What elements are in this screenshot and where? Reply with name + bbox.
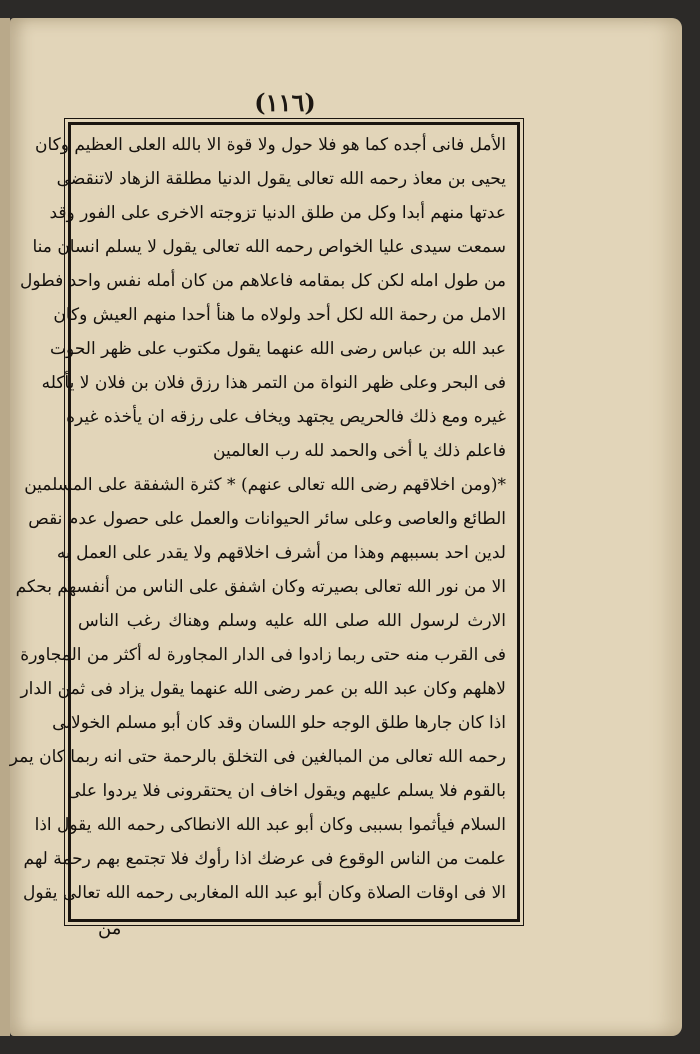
text-line: فى القرب منه حتى ربما زادوا فى الدار المجاورة له أكثر من المجاورة — [20, 645, 506, 665]
text-line: عدتها منهم أبدا وكل من طلق الدنيا تزوجته الاخرى على الفور وقد — [49, 203, 506, 223]
section-heading-line: *(ومن اخلاقهم رضى الله تعالى عنهم) * كثرة الشفقة على المسلمين — [24, 475, 506, 495]
text-line: الامل من رحمة الله لكل أحد ولولاه ما هنأ أحدا منهم العيش وكان — [53, 305, 506, 325]
text-line: لاهلهم وكان عبد الله بن عمر رضى الله عنهما يقول يزاد فى ثمن الدار — [20, 679, 506, 699]
text-line: غيره ومع ذلك فالحريص يجتهد ويخاف على رزقه ان يأخذه غيره — [66, 407, 506, 427]
text-line: بالقوم فلا يسلم عليهم ويقول اخاف ان يحتقرونى فلا يردوا على — [67, 781, 506, 801]
text-line: السلام فيأثموا بسببى وكان أبو عبد الله الانطاكى رحمه الله يقول اذا — [34, 815, 506, 835]
text-line: من طول امله لكن كل بمقامه فاعلاهم من كان أمله نفس واحد فطول — [20, 271, 506, 291]
text-line: لدين احد بسببهم وهذا من أشرف اخلاقهم ولا يقدر على العمل به — [56, 543, 506, 563]
page-left-edge — [0, 18, 10, 1036]
text-line: رحمه الله تعالى من المبالغين فى التخلق بالرحمة حتى انه ربما كان يمر — [9, 747, 506, 767]
text-line: فاعلم ذلك يا أخى والحمد لله رب العالمين — [213, 441, 506, 461]
text-line: يحيى بن معاذ رحمه الله تعالى يقول الدنيا مطلقة الزهاد لاتنقضى — [56, 169, 506, 189]
text-line: الا فى اوقات الصلاة وكان أبو عبد الله المغاربى رحمه الله تعالى يقول — [23, 883, 506, 903]
text-line: عبد الله بن عباس رضى الله عنهما يقول مكتوب على ظهر الحوت — [50, 339, 506, 359]
page-text-block — [9, 128, 506, 910]
text-line: علمت من الناس الوقوع فى عرضك اذا رأوك فلا تجتمع بهم رحمة لهم — [23, 849, 506, 869]
text-line: سمعت سيدى عليا الخواص رحمه الله تعالى يقول لا يسلم انسان منا — [32, 237, 506, 257]
catchword: من — [98, 918, 122, 939]
text-line: الأمل فانى أجده كما هو فلا حول ولا قوة الا بالله العلى العظيم وكان — [34, 135, 506, 155]
text-line: فى البحر وعلى ظهر النواة من التمر هذا رزق فلان بن فلان لا يأكله — [41, 373, 506, 393]
text-line: الارث لرسول الله صلى الله عليه وسلم وهناك رغب الناس — [78, 611, 506, 631]
text-line: الا من نور الله تعالى بصيرته وكان اشفق على الناس من أنفسهم بحكم — [15, 577, 506, 597]
page-number: (١١٦) — [254, 88, 316, 117]
text-line: اذا كان جارها طلق الوجه حلو اللسان وقد كان أبو مسلم الخولانى — [52, 713, 506, 733]
text-line: الطائع والعاصى وعلى سائر الحيوانات والعمل على حصول عدم نقص — [28, 509, 506, 529]
